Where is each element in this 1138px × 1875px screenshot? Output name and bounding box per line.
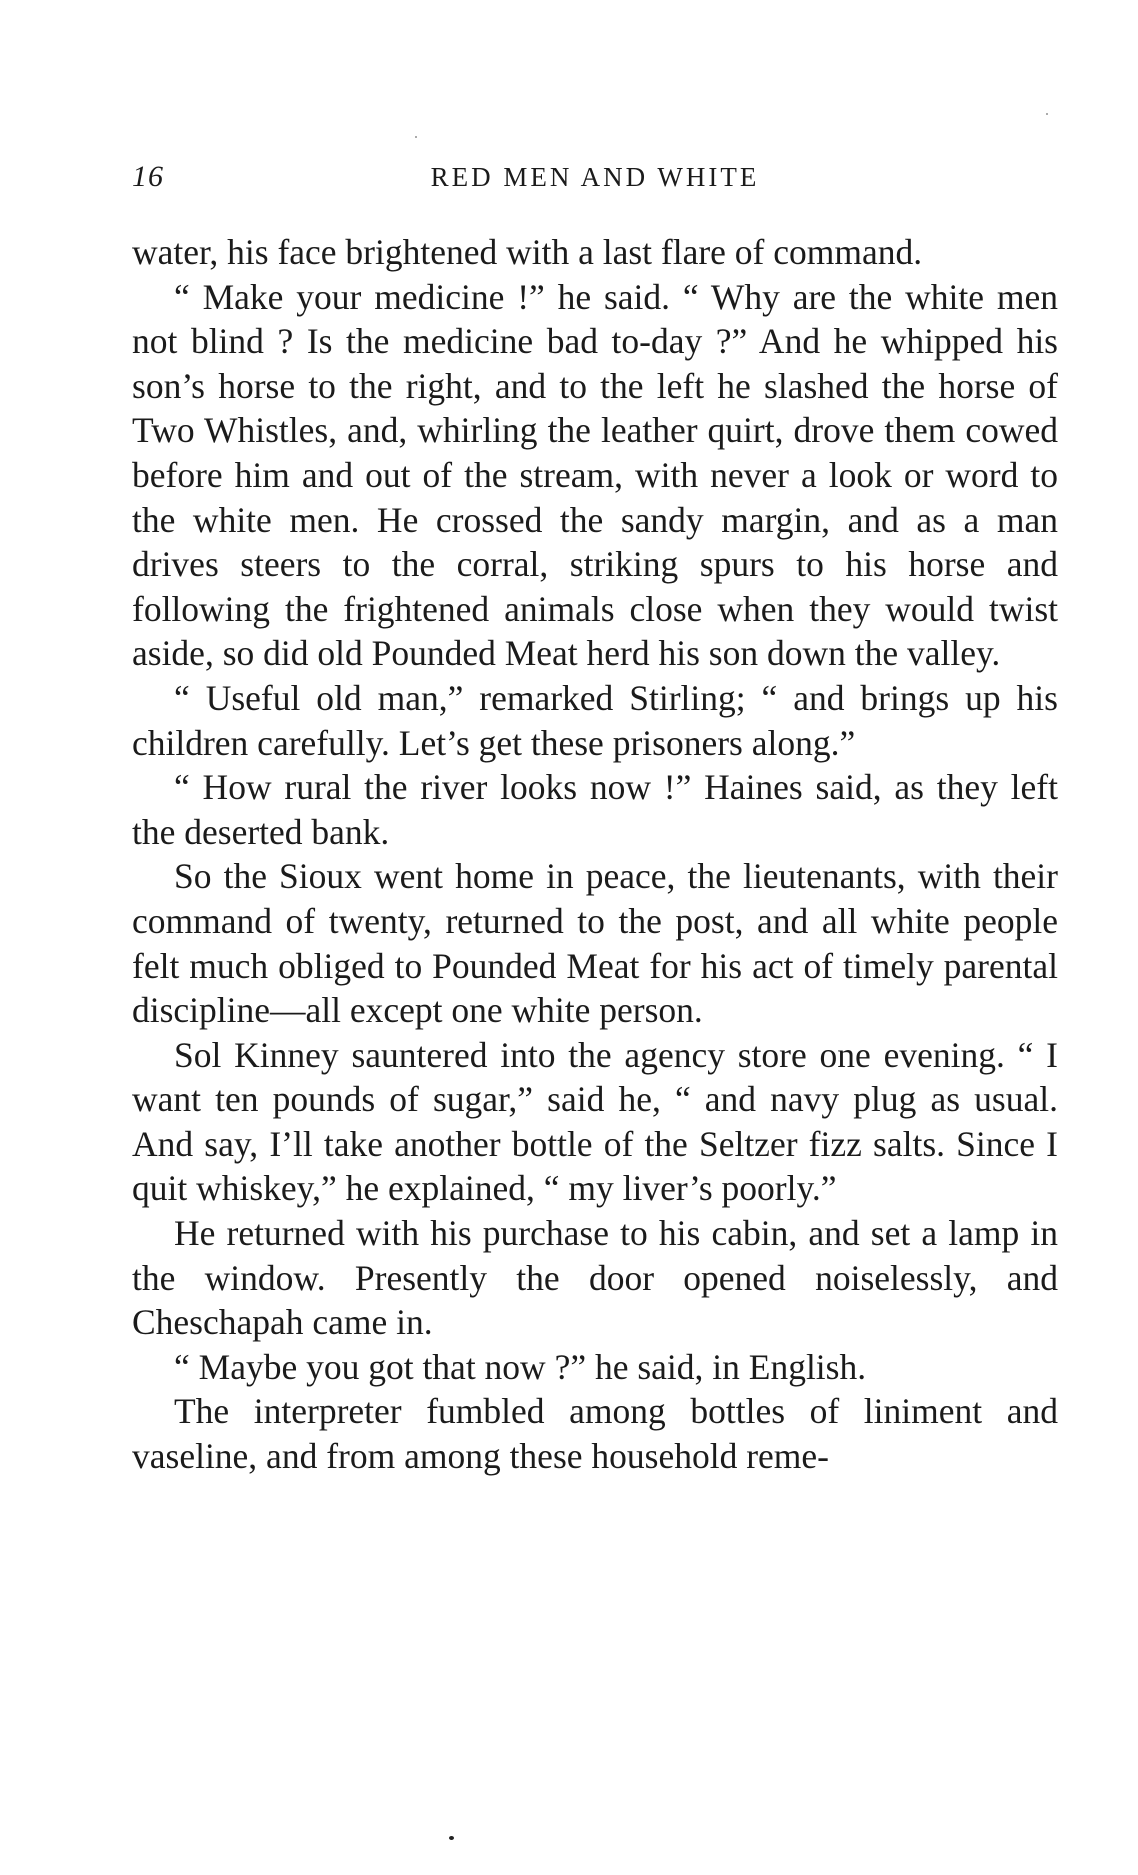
- paragraph: He returned with his purchase to his cabin, and set a lamp in the window. Presently the door opened noiselessly, and Cheschapah came in.: [132, 1213, 1058, 1343]
- paragraph: The interpreter fumbled among bottles of liniment and vaseline, and from among these household reme-: [132, 1391, 1058, 1477]
- paragraph: water, his face brightened with a last flare of command.: [132, 232, 923, 272]
- print-speck: [449, 1836, 454, 1840]
- paragraph: “ Maybe you got that now ?” he said, in English.: [174, 1346, 867, 1387]
- paragraph: “ How rural the river looks now !” Haines said, as they left the deserted bank.: [132, 767, 1058, 852]
- body-text: [132, 230, 1058, 1479]
- print-speck: [415, 136, 417, 138]
- paragraph: “ Make your medicine !” he said. “ Why are the white men not blind ? Is the medicine bad to-day ?” And he whipped his son’s horse to the right, and to the left he slashed the horse of Two Whistles, and, whirling the leather quirt, drove them cowed before him and out of the stream, with never a look or word to the white men. He crossed the sandy margin, and as a man drives steers to the corral, striking spurs to his horse and following the frightened animals close when they would twist aside, so did old Pounded Meat herd his son down the valley.: [132, 276, 1058, 674]
- print-speck: [1046, 113, 1048, 115]
- page-number: 16: [132, 160, 164, 193]
- paragraph: So the Sioux went home in peace, the lieutenants, with their command of twenty, returned to the post, and all white people felt much obliged to Pounded Meat for his act of timely parental discipline—all except one white person.: [132, 856, 1058, 1031]
- paragraph: Sol Kinney sauntered into the agency store one evening. “ I want ten pounds of sugar,” said he, “ and navy plug as usual. And say, I’ll take another bottle of the Seltzer fizz salts. Since I quit whiskey,” he explained, “ my liver’s poorly.”: [132, 1034, 1058, 1209]
- running-title: RED MEN AND WHITE: [430, 162, 760, 192]
- paragraph: “ Useful old man,” remarked Stirling; “ and brings up his children carefully. Let’s get these prisoners along.”: [132, 677, 1058, 763]
- running-head: [132, 160, 1058, 200]
